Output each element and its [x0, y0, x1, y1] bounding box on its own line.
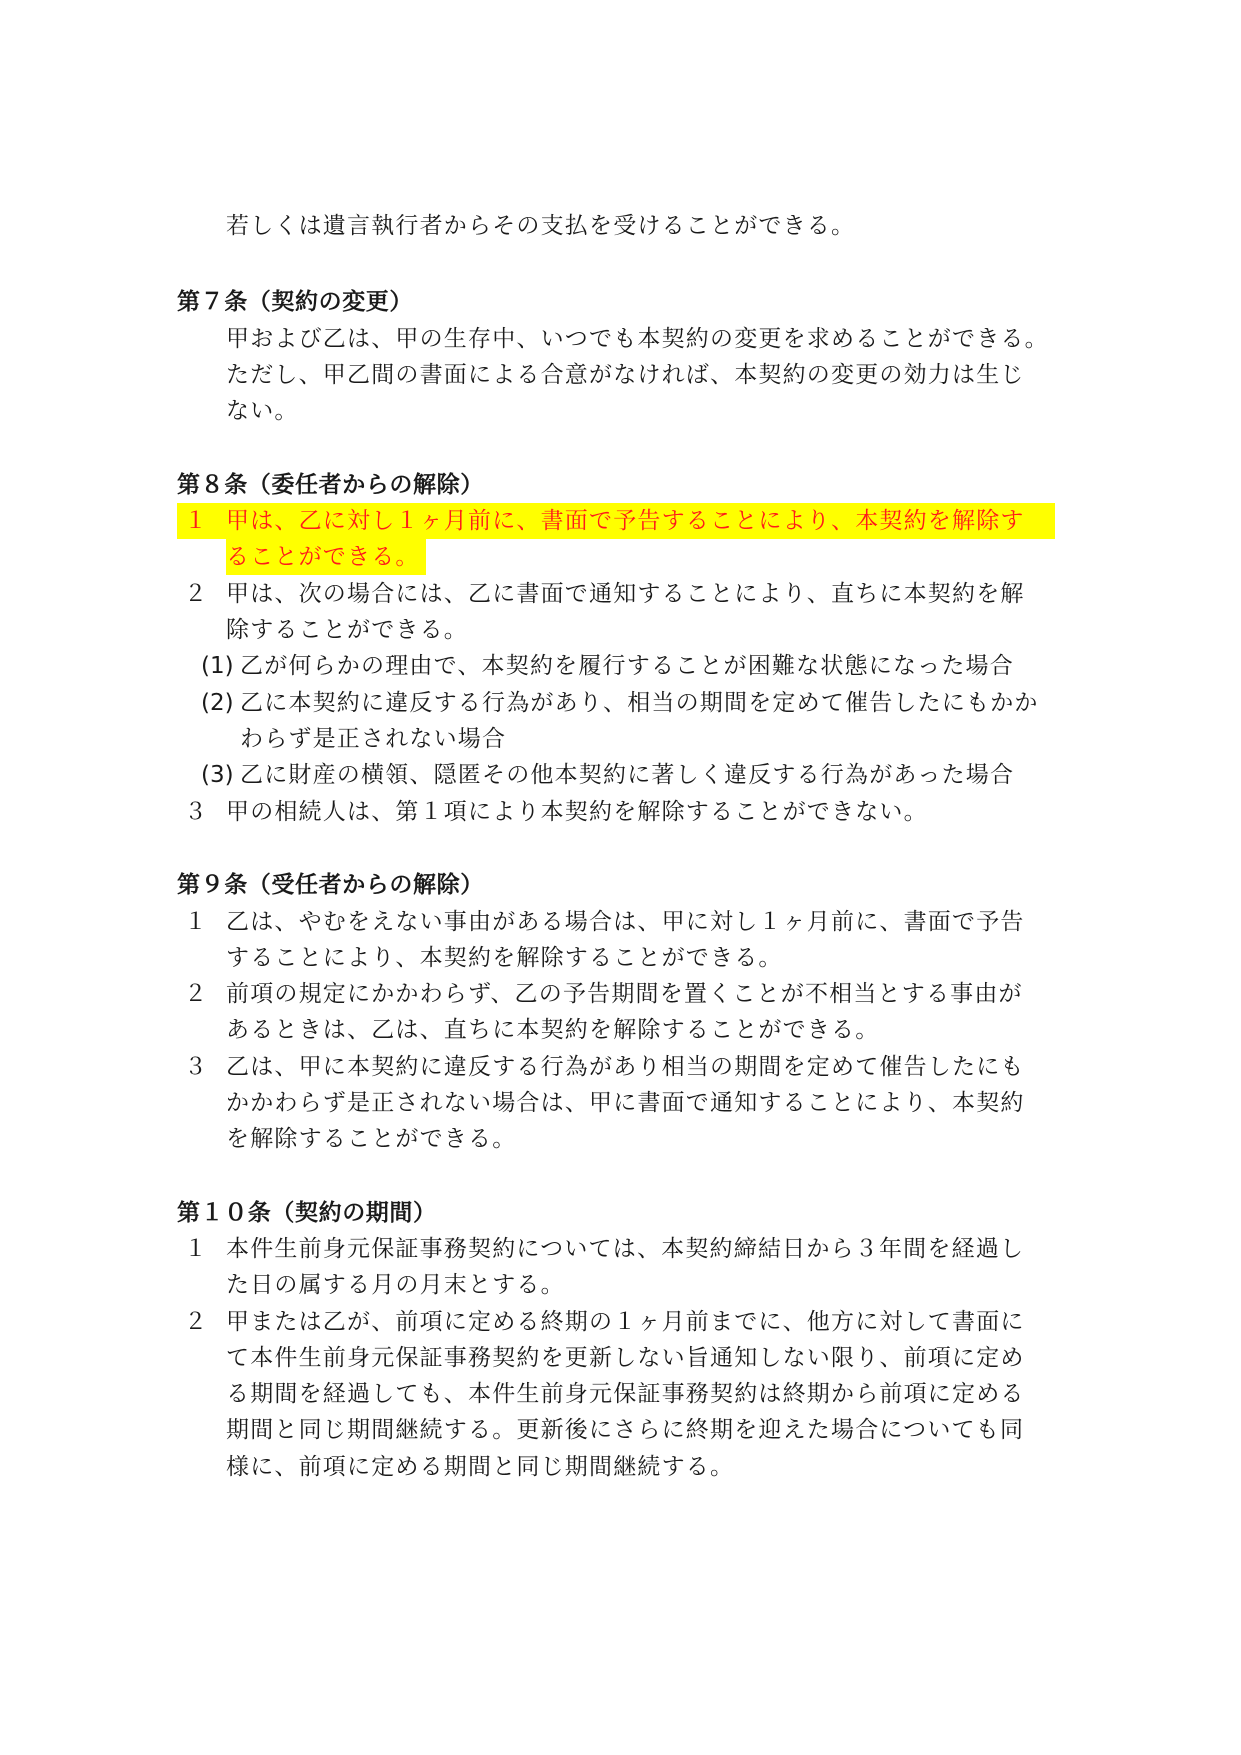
article-9-p3-line: かかわらず是正されない場合は、甲に書面で通知することにより、本契約: [226, 1090, 1025, 1116]
article-9-p2-line: 前項の規定にかかわらず、乙の予告期間を置くことが不相当とする事由が: [226, 981, 1023, 1007]
paragraph-number: １: [184, 503, 207, 539]
article-9-p2-line: あるときは、乙は、直ちに本契約を解除することができる。: [226, 1017, 880, 1043]
item-number: (1): [201, 653, 234, 679]
paragraph-number: １: [184, 1236, 207, 1262]
item-number: (2): [201, 690, 234, 716]
article-8-heading: 第８条（委任者からの解除）: [177, 472, 484, 498]
article-10-p1-line: 本件生前身元保証事務契約については、本契約締結日から３年間を経過し: [226, 1236, 1025, 1262]
paragraph-number: ２: [184, 981, 207, 1007]
article-8-item-line: わらず是正されない場合: [240, 726, 507, 752]
article-8-p1-highlighted-line: 甲は、乙に対し１ヶ月前に、書面で予告することにより、本契約を解除す: [226, 503, 1025, 539]
article-8-p1-highlighted-line: ることができる。: [226, 539, 420, 575]
article-8-p3-line: 甲の相続人は、第１項により本契約を解除することができない。: [226, 799, 928, 825]
paragraph-number: ３: [184, 799, 207, 825]
article-8-p2-line: 甲は、次の場合には、乙に書面で通知することにより、直ちに本契約を解: [226, 581, 1025, 607]
item-number: (3): [201, 762, 234, 788]
paragraph-number: １: [184, 909, 207, 935]
article-10-p2-line: 甲または乙が、前項に定める終期の１ヶ月前までに、他方に対して書面に: [226, 1309, 1025, 1335]
article-9-p3-line: 乙は、甲に本契約に違反する行為があり相当の期間を定めて催告したにも: [226, 1054, 1025, 1080]
article-10-heading: 第１０条（契約の期間）: [177, 1200, 437, 1226]
article-7-text-line: ない。: [226, 398, 299, 424]
article-10-p1-line: た日の属する月の月末とする。: [226, 1272, 565, 1298]
article-9-p3-line: を解除することができる。: [226, 1126, 517, 1152]
article-8-item-line: 乙に本契約に違反する行為があり、相当の期間を定めて催告したにもかか: [240, 690, 1039, 716]
article-9-p1-line: 乙は、やむをえない事由がある場合は、甲に対し１ヶ月前に、書面で予告: [226, 909, 1025, 935]
article-10-p2-line: る期間を経過しても、本件生前身元保証事務契約は終期から前項に定める: [226, 1381, 1025, 1407]
article-10-p2-line: て本件生前身元保証事務契約を更新しない旨通知しない限り、前項に定め: [226, 1345, 1025, 1371]
article-10-p2-line: 期間と同じ期間継続する。更新後にさらに終期を迎えた場合についても同: [226, 1417, 1025, 1443]
article-8-item-line: 乙が何らかの理由で、本契約を履行することが困難な状態になった場合: [240, 653, 1014, 679]
article-9-p1-line: することにより、本契約を解除することができる。: [226, 945, 783, 971]
paragraph-number: ３: [184, 1054, 207, 1080]
paragraph-number: ２: [184, 581, 207, 607]
article-9-heading: 第９条（受任者からの解除）: [177, 872, 484, 898]
article-10-p2-line: 様に、前項に定める期間と同じ期間継続する。: [226, 1454, 735, 1480]
article-8-item-line: 乙に財産の横領、隠匿その他本契約に著しく違反する行為があった場合: [240, 762, 1015, 788]
article-8-p2-line: 除することができる。: [226, 617, 468, 643]
carryover-line: 若しくは遺言執行者からその支払を受けることができる。: [226, 213, 856, 239]
article-7-heading: 第７条（契約の変更）: [177, 289, 413, 315]
article-7-text-line: 甲および乙は、甲の生存中、いつでも本契約の変更を求めることができる。: [226, 326, 1049, 352]
paragraph-number: ２: [184, 1309, 207, 1335]
article-7-text-line: ただし、甲乙間の書面による合意がなければ、本契約の変更の効力は生じ: [226, 362, 1025, 388]
